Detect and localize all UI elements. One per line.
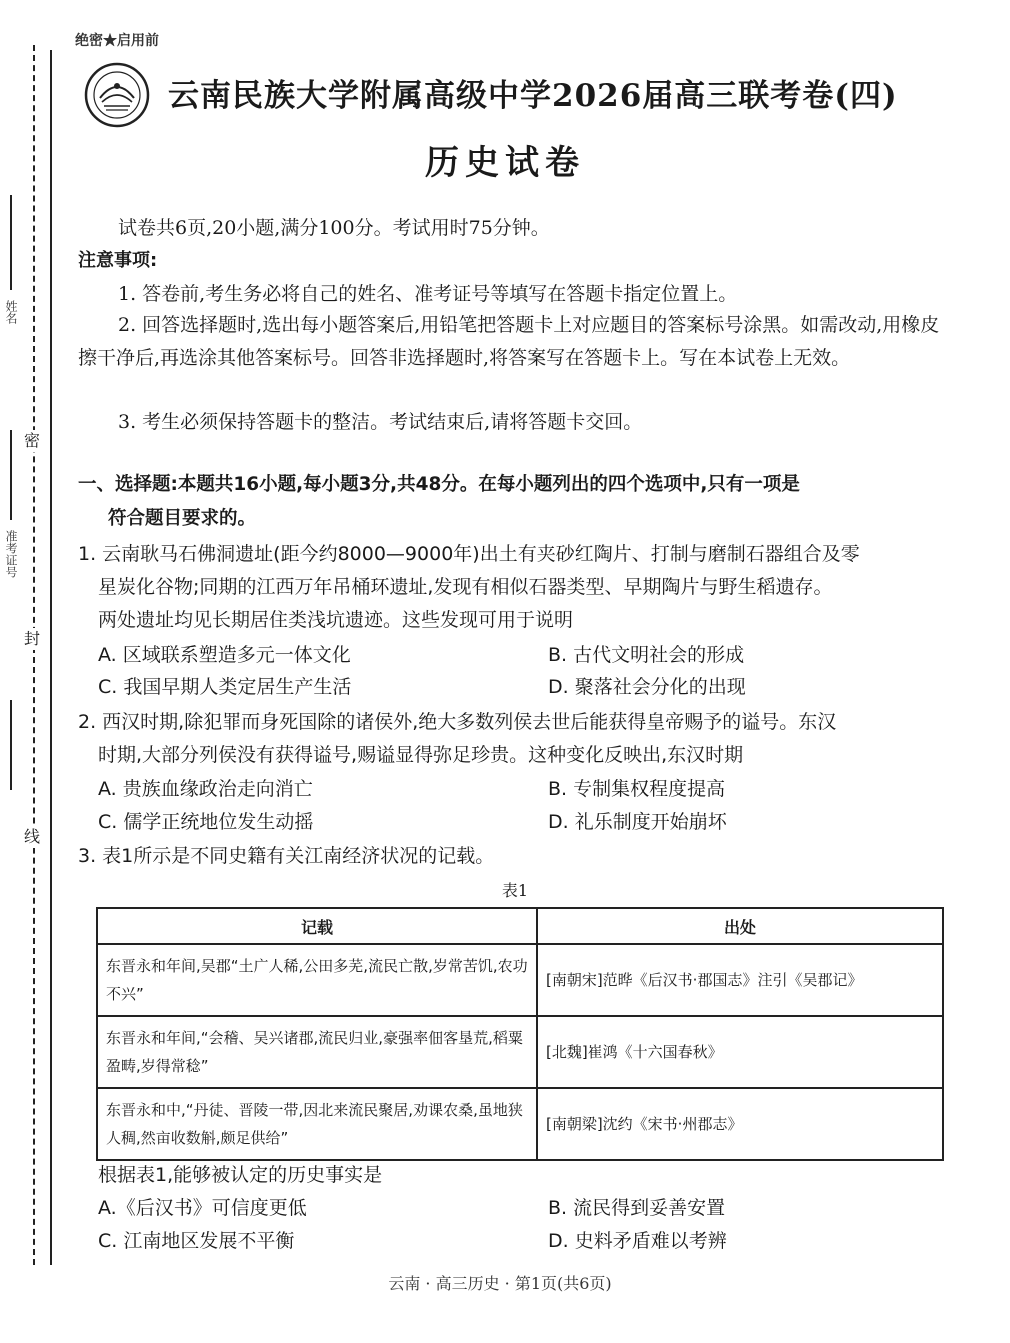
question-1-option-a[interactable]: A. 区域联系塑造多元一体文化 — [98, 644, 351, 666]
question-3-option-a[interactable]: A.《后汉书》可信度更低 — [98, 1197, 307, 1219]
table-cell-source: [南朝宋]范晔《后汉书·郡国志》注引《吴郡记》 — [537, 944, 943, 1016]
binding-field-rule — [10, 195, 12, 290]
subject-title: 历史试卷 — [425, 143, 585, 183]
seal-char-xian: 线 — [24, 827, 41, 846]
top-cut-text: 绝密★启用前 — [75, 33, 159, 49]
notice-heading: 注意事项: — [78, 250, 158, 271]
table-cell-record: 东晋永和年间,吴郡“土广人稀,公田多芜,流民亡散,岁常苦饥,农功不兴” — [97, 944, 537, 1016]
notice-item-1: 1. 答卷前,考生务必将自己的姓名、准考证号等填写在答题卡指定位置上。 — [118, 283, 738, 305]
binding-field-rule — [10, 700, 12, 790]
school-logo-icon — [84, 62, 150, 128]
exam-intro: 试卷共6页,20小题,满分100分。考试用时75分钟。 — [118, 217, 550, 239]
binding-solid-line — [50, 50, 52, 1265]
question-1-option-c[interactable]: C. 我国早期人类定居生产生活 — [98, 676, 352, 698]
table-cell-record: 东晋永和中,“丹徒、晋陵一带,因北来流民聚居,劝课农桑,虽地狭人稠,然亩收数斛,颇足供给” — [97, 1088, 537, 1160]
table-row — [97, 1016, 943, 1088]
notice-item-2: 2. 回答选择题时,选出每小题答案后,用铅笔把答题卡上对应题目的答案标号涂黑。如需改动,用橡皮擦干净后,再选涂其他答案标号。回答非选择题时,将答案写在答题卡上。写在本试卷上无效。 — [78, 314, 940, 369]
question-3-prompt: 根据表1,能够被认定的历史事实是 — [98, 1164, 383, 1186]
question-2-stem — [78, 706, 948, 772]
question-3-stem — [78, 840, 948, 873]
table-row — [97, 1088, 943, 1160]
notice-item-3: 3. 考生必须保持答题卡的整洁。考试结束后,请将答题卡交回。 — [118, 411, 643, 433]
question-3-option-b[interactable]: B. 流民得到妥善安置 — [548, 1197, 726, 1219]
table-caption: 表1 — [501, 881, 529, 900]
question-2-line-1: 2. 西汉时期,除犯罪而身死国除的诸侯外,绝大多数列侯去世后能获得皇帝赐予的谥号。东汉 — [78, 711, 837, 733]
table-header-record: 记载 — [97, 908, 537, 944]
table-header-row — [97, 908, 943, 944]
question-1-option-b[interactable]: B. 古代文明社会的形成 — [548, 644, 745, 666]
table-cell-record: 东晋永和年间,“会稽、吴兴诸郡,流民归业,豪强率佃客垦荒,稻粟盈畴,岁得常稔” — [97, 1016, 537, 1088]
section-heading-line-2: 符合题目要求的。 — [108, 508, 257, 529]
question-3-line-1: 3. 表1所示是不同史籍有关江南经济状况的记载。 — [78, 845, 495, 867]
question-2-option-c[interactable]: C. 儒学正统地位发生动摇 — [98, 811, 314, 833]
binding-dashed-line — [33, 45, 35, 1265]
table-cell-source: [南朝梁]沈约《宋书·州郡志》 — [537, 1088, 943, 1160]
section-heading-line-1: 一、选择题:本题共16小题,每小题3分,共48分。在每小题列出的四个选项中,只有一项是 — [78, 474, 800, 495]
table-header-source: 出处 — [537, 908, 943, 944]
section-heading — [78, 468, 948, 536]
binding-field-label-name: 姓名 — [4, 300, 18, 324]
question-3-option-d[interactable]: D. 史料矛盾难以考辨 — [548, 1230, 727, 1252]
exam-title: 云南民族大学附属高级中学2026届高三联考卷(四) — [168, 78, 898, 114]
question-3-option-c[interactable]: C. 江南地区发展不平衡 — [98, 1230, 295, 1252]
question-2-option-b[interactable]: B. 专制集权程度提高 — [548, 778, 726, 800]
question-2-option-a[interactable]: A. 贵族血缘政治走向消亡 — [98, 778, 313, 800]
question-1-line-1: 1. 云南耿马石佛洞遗址(距今约8000—9000年)出土有夹砂红陶片、打制与磨制石器组合及零 — [78, 543, 860, 565]
binding-field-label-id: 准考证号 — [4, 530, 18, 578]
records-table — [96, 907, 944, 1161]
table-cell-source: [北魏]崔鸿《十六国春秋》 — [537, 1016, 943, 1088]
question-1-option-d[interactable]: D. 聚落社会分化的出现 — [548, 676, 746, 698]
question-2-line-2: 时期,大部分列侯没有获得谥号,赐谥显得弥足珍贵。这种变化反映出,东汉时期 — [98, 744, 744, 766]
seal-char-feng: 封 — [24, 629, 41, 648]
table-row — [97, 944, 943, 1016]
question-1-line-3: 两处遗址均见长期居住类浅坑遗迹。这些发现可用于说明 — [98, 609, 574, 631]
question-2-option-d[interactable]: D. 礼乐制度开始崩坏 — [548, 811, 727, 833]
question-1-line-2: 星炭化谷物;同期的江西万年吊桶环遗址,发现有相似石器类型、早期陶片与野生稻遗存。 — [98, 576, 833, 598]
binding-field-rule — [10, 430, 12, 520]
seal-char-mi: 密 — [24, 431, 41, 450]
page-footer: 云南 · 高三历史 · 第1页(共6页) — [388, 1274, 612, 1293]
question-1-stem — [78, 538, 948, 637]
